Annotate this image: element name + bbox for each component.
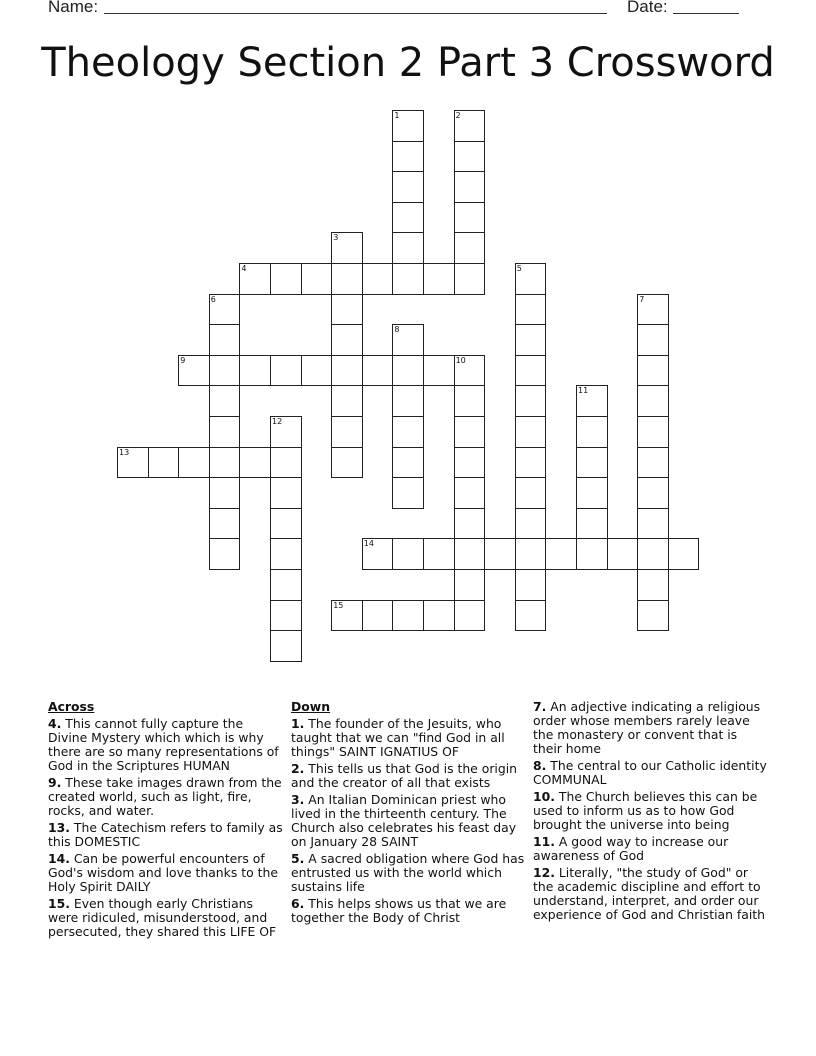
grid-cell[interactable] [454,232,486,264]
grid-cell[interactable] [423,355,455,387]
grid-cell[interactable] [331,447,363,479]
grid-cell[interactable] [392,232,424,264]
clue-text: Even though early Christians were ridiculed, misunderstood, and persecuted, they shared this LIFE OF [48,896,277,939]
grid-cell[interactable] [392,141,424,173]
clue-text: A sacred obligation where God has entrusted us with the world which sustains life [291,851,525,894]
grid-cell[interactable] [270,508,302,540]
down-clue [533,835,769,863]
grid-cell[interactable] [331,294,363,326]
grid-cell[interactable] [362,355,394,387]
grid-cell[interactable] [301,263,333,295]
across-clue [48,852,284,894]
grid-cell[interactable] [270,630,302,662]
grid-cell[interactable] [392,110,424,142]
grid-cell[interactable] [423,538,455,570]
grid-cell[interactable] [331,600,363,632]
grid-cell[interactable] [362,600,394,632]
grid-cell[interactable] [178,355,210,387]
grid-cell[interactable] [362,263,394,295]
grid-cell[interactable] [576,385,608,417]
grid-cell[interactable] [576,447,608,479]
clue-number-label: 5 [516,264,522,273]
grid-cell[interactable] [515,477,547,509]
down-clue [533,866,769,922]
down-clue [291,897,527,925]
across-clues-column [48,700,284,942]
clue-number: 11. [533,834,555,849]
clue-text: An Italian Dominican priest who lived in the thirteenth century. The Church also celebrates his feast day on January 28 SAINT [291,792,517,849]
grid-cell[interactable] [637,600,669,632]
clue-number-label: 12 [272,417,283,426]
grid-cell[interactable] [454,508,486,540]
grid-cell[interactable] [148,447,180,479]
grid-cell[interactable] [331,355,363,387]
clue-number: 2. [291,761,305,776]
grid-cell[interactable] [637,538,669,570]
down-clues-column [291,700,527,928]
grid-cell[interactable] [454,141,486,173]
grid-cell[interactable] [270,263,302,295]
grid-cell[interactable] [576,416,608,448]
grid-cell[interactable] [515,385,547,417]
grid-cell[interactable] [392,600,424,632]
down-clue-list-continued [533,700,769,922]
across-clue [48,821,284,849]
grid-cell[interactable] [576,508,608,540]
clue-number: 15. [48,896,70,911]
clue-number: 3. [291,792,305,807]
grid-cell[interactable] [392,477,424,509]
grid-cell[interactable] [454,385,486,417]
grid-cell[interactable] [209,385,241,417]
clue-number-label: 11 [578,386,589,396]
grid-cell[interactable] [392,385,424,417]
grid-cell[interactable] [637,477,669,509]
clue-number-label: 3 [333,233,339,243]
clue-text: This tells us that God is the origin and the creator of all that exists [291,761,518,790]
across-clue [48,776,284,818]
grid-cell[interactable] [362,538,394,570]
grid-cell[interactable] [331,263,363,295]
grid-cell[interactable] [209,447,241,479]
grid-cell[interactable] [392,447,424,479]
grid-cell[interactable] [607,538,639,570]
grid-cell[interactable] [484,538,516,570]
grid-cell[interactable] [515,294,547,326]
clue-number: 13. [48,820,70,835]
clue-number-label: 14 [363,539,374,549]
grid-cell[interactable] [515,600,547,632]
down-clue [533,790,769,832]
clue-text: Can be powerful encounters of God's wisdom and love thanks to the Holy Spirit DAILY [48,851,278,894]
grid-cell[interactable] [392,263,424,295]
clue-number-label: 13 [119,447,130,457]
grid-cell[interactable] [637,508,669,540]
across-clue [48,897,284,939]
grid-cell[interactable] [392,355,424,387]
grid-cell[interactable] [637,569,669,601]
grid-cell[interactable] [515,538,547,570]
clue-number: 6. [291,896,305,911]
down-clue [291,793,527,849]
grid-cell[interactable] [515,508,547,540]
clue-number-label: 10 [455,355,466,365]
grid-cell[interactable] [454,447,486,479]
grid-cell[interactable] [239,263,271,295]
clue-text: This helps shows us that we are together the Body of Christ [291,896,507,925]
clue-number: 7. [533,699,547,714]
page-title: Theology Section 2 Part 3 Crossword [41,40,775,86]
clue-text: A good way to increase our awareness of God [533,834,729,863]
grid-cell[interactable] [637,355,669,387]
grid-cell[interactable] [515,263,547,295]
grid-cell[interactable] [331,385,363,417]
clue-text: Literally, "the study of God" or the academic discipline and effort to understand, interpret, and order our experience of God and Christian faith [533,865,766,922]
grid-cell[interactable] [209,538,241,570]
grid-cell[interactable] [576,538,608,570]
grid-cell[interactable] [209,294,241,326]
grid-cell[interactable] [576,477,608,509]
grid-cell[interactable] [331,416,363,448]
grid-cell[interactable] [392,416,424,448]
clue-number-label: 2 [455,111,461,120]
grid-cell[interactable] [454,569,486,601]
down-clue [291,852,527,894]
down-heading: Down [291,699,331,714]
grid-cell[interactable] [117,447,149,479]
clue-number: 1. [291,716,305,731]
grid-cell[interactable] [637,385,669,417]
down-clue [291,717,527,759]
grid-cell[interactable] [270,416,302,448]
clue-number-label: 15 [333,600,344,610]
clue-number-label: 9 [180,355,186,365]
grid-cell[interactable] [270,447,302,479]
grid-cell[interactable] [270,600,302,632]
grid-cell[interactable] [545,538,577,570]
clue-number-label: 7 [639,294,645,304]
clue-number-label: 6 [210,294,216,304]
grid-cell[interactable] [668,538,700,570]
grid-cell[interactable] [239,447,271,479]
grid-cell[interactable] [515,355,547,387]
clue-text: These take images drawn from the created world, such as light, fire, rocks, and water. [48,775,282,818]
grid-cell[interactable] [454,600,486,632]
clue-number-label: 1 [394,111,400,120]
clue-text: This cannot fully capture the Divine Mystery which which is why there are so many representations of God in the Scriptures HUMAN [48,716,279,773]
grid-cell[interactable] [637,416,669,448]
grid-cell[interactable] [392,324,424,356]
down-clue [533,700,769,756]
grid-cell[interactable] [331,324,363,356]
clue-text: The central to our Catholic identity COMMUNAL [533,758,767,787]
grid-cell[interactable] [637,324,669,356]
grid-cell[interactable] [392,171,424,203]
clue-text: The Church believes this can be used to inform us as to how God brought the universe into being [533,789,758,832]
clue-number: 12. [533,865,555,880]
clue-number: 5. [291,851,305,866]
grid-cell[interactable] [515,416,547,448]
clue-text: An adjective indicating a religious order whose members rarely leave the monastery or convent that is their home [533,699,761,756]
grid-cell[interactable] [239,355,271,387]
grid-cell[interactable] [423,600,455,632]
grid-cell[interactable] [331,232,363,264]
down-clue-list [291,717,527,925]
grid-cell[interactable] [515,569,547,601]
grid-cell[interactable] [454,171,486,203]
down-clue [291,762,527,790]
down-clue [533,759,769,787]
grid-cell[interactable] [454,110,486,142]
grid-cell[interactable] [454,202,486,234]
grid-cell[interactable] [423,263,455,295]
grid-cell[interactable] [270,538,302,570]
grid-cell[interactable] [209,477,241,509]
grid-cell[interactable] [454,477,486,509]
clue-number: 4. [48,716,62,731]
clue-text: The founder of the Jesuits, who taught that we can "find God in all things" SAINT IGNATIUS OF [291,716,505,759]
clue-number-label: 8 [394,325,400,335]
grid-cell[interactable] [637,294,669,326]
grid-cell[interactable] [392,202,424,234]
grid-cell[interactable] [209,416,241,448]
down-clues-continued-column [533,700,769,925]
grid-cell[interactable] [270,477,302,509]
clue-number: 10. [533,789,555,804]
grid-cell[interactable] [209,324,241,356]
grid-cell[interactable] [209,508,241,540]
grid-cell[interactable] [178,447,210,479]
clue-number: 14. [48,851,70,866]
across-heading: Across [48,699,95,714]
grid-cell[interactable] [454,355,486,387]
grid-cell[interactable] [454,263,486,295]
clue-text: The Catechism refers to family as this DOMESTIC [48,820,283,849]
grid-cell[interactable] [209,355,241,387]
across-clue-list [48,717,284,939]
grid-cell[interactable] [392,538,424,570]
grid-cell[interactable] [270,569,302,601]
grid-cell[interactable] [454,538,486,570]
name-label: Name: [48,0,99,16]
clue-number: 8. [533,758,547,773]
clue-number-label: 4 [241,264,247,273]
date-label: Date: [627,0,668,16]
grid-cell[interactable] [637,447,669,479]
grid-cell[interactable] [454,416,486,448]
grid-cell[interactable] [515,447,547,479]
clue-number: 9. [48,775,62,790]
grid-cell[interactable] [270,355,302,387]
grid-cell[interactable] [515,324,547,356]
across-clue [48,717,284,773]
grid-cell[interactable] [301,355,333,387]
